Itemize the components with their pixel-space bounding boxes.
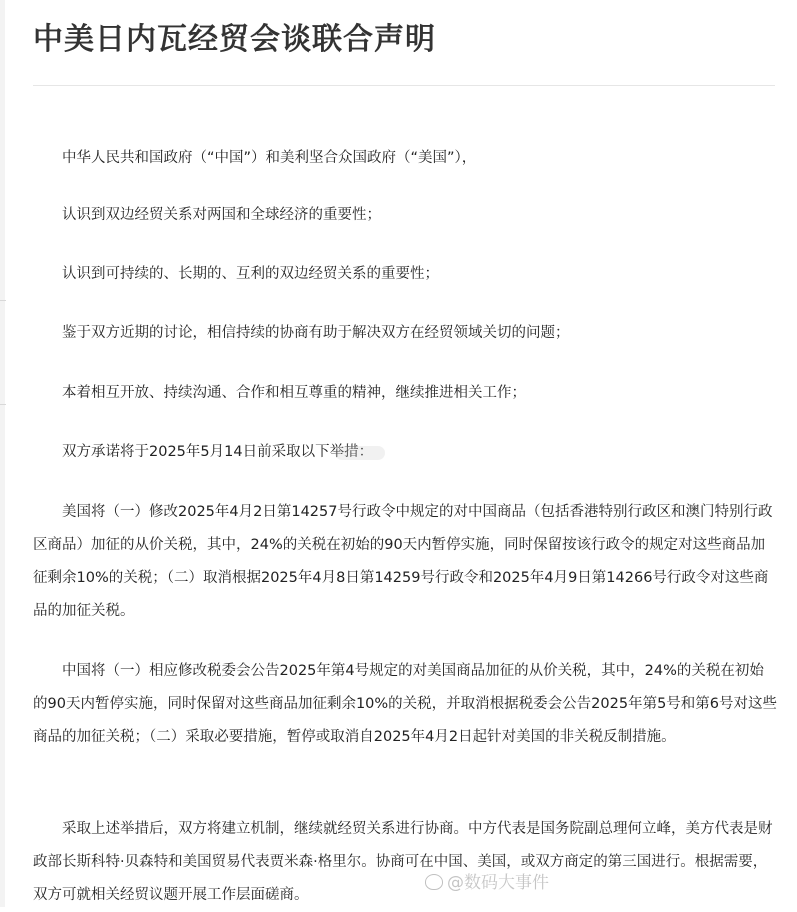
paragraph-parties: 中华人民共和国政府（“中国”）和美利坚合众国政府（“美国”）， <box>62 150 477 166</box>
paragraph-spirit: 本着相互开放、持续沟通、合作和相互尊重的精神，继续推进相关工作； <box>62 385 526 401</box>
paragraph-recent-discussions: 鉴于双方近期的讨论，相信持续的协商有助于解决双方在经贸领域关切的问题； <box>62 325 570 341</box>
paragraph-commitment: 双方承诺将于2025年5月14日前采取以下举措： <box>62 444 374 460</box>
paragraph-recognize-importance: 认识到双边经贸关系对两国和全球经济的重要性； <box>62 207 381 223</box>
paragraph-mechanism: 采取上述举措后，双方将建立机制，继续就经贸关系进行协商。中方代表是国务院副总理何立峰，美方代表是财政部长斯科特·贝森特和美国贸易代表贾米森·格里尔。协商可在中国、美国，或双方商定的第三国进行。根据需要，双方可就相关经贸议题开展工作层面磋商。 <box>33 821 773 903</box>
weibo-icon <box>425 874 443 890</box>
blur-artifact <box>335 446 385 460</box>
paragraph-recognize-sustainable: 认识到可持续的、长期的、互利的双边经贸关系的重要性； <box>62 266 439 282</box>
watermark-text: @数码大事件 <box>447 873 549 893</box>
watermark <box>425 868 549 893</box>
page-edge <box>0 0 5 907</box>
paragraph-us-measures: 美国将（一）修改2025年4月2日第14257号行政令中规定的对中国商品（包括香港特别行政区和澳门特别行政区商品）加征的从价关税，其中，24%的关税在初始的90天内暂停实施，同时保留按该行政令的规定对这些商品加征剩余10%的关税；（二）取消根据2025年4月8日第14259号行政令和2025年4月9日第14266号行政令对这些商品的加征关税。 <box>33 504 773 619</box>
edge-tick <box>0 300 6 301</box>
document-title: 中美日内瓦经贸会谈联合声明 <box>33 22 436 57</box>
edge-tick <box>0 404 6 405</box>
title-divider <box>33 85 775 86</box>
paragraph-china-measures: 中国将（一）相应修改税委会公告2025年第4号规定的对美国商品加征的从价关税，其中，24%的关税在初始的90天内暂停实施，同时保留对这些商品加征剩余10%的关税，并取消根据税委会公告2025年第5号和第6号对这些商品的加征关税；（二）采取必要措施，暂停或取消自2025年4月2日起针对美国的非关税反制措施。 <box>33 663 778 745</box>
